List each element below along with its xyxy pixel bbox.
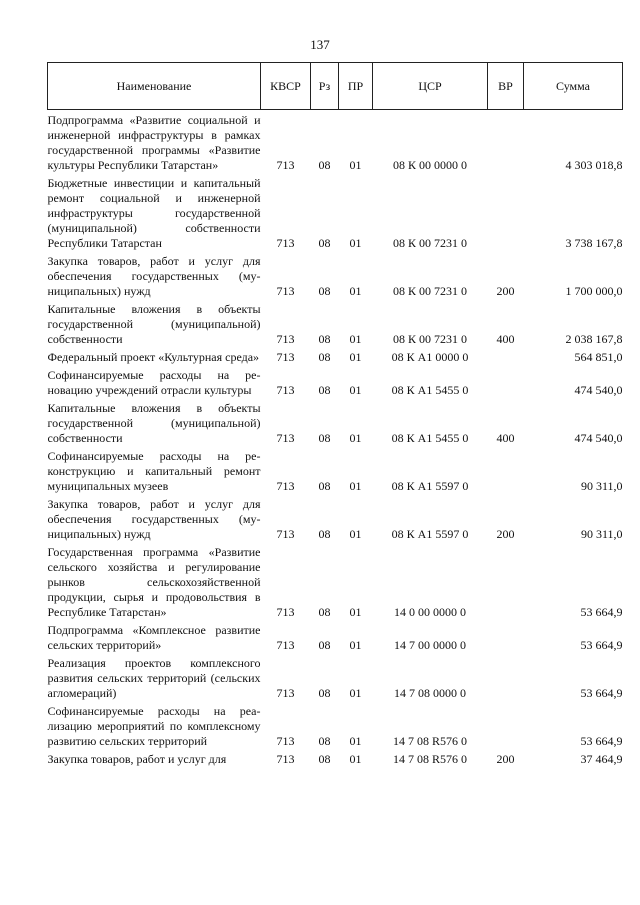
cell-vr: 200 xyxy=(496,284,515,298)
cell-sum: 53 664,9 xyxy=(580,734,623,748)
cell-pr: 01 xyxy=(349,284,362,298)
cell-vr: 400 xyxy=(496,332,515,346)
cell-sum: 53 664,9 xyxy=(580,605,623,619)
cell-rz: 08 xyxy=(318,350,331,364)
cell-pr: 01 xyxy=(349,383,362,397)
cell-csr: 14 7 00 0000 0 xyxy=(394,638,466,652)
cell-name: Бюджетные инвестиции и капитальный ремонт социальной и инженерной инфраструктуры государственной (муниципальной) собственности Республики Татарстан xyxy=(47,176,261,250)
cell-pr: 01 xyxy=(349,734,362,748)
cell-kvsr: 713 xyxy=(276,479,295,493)
cell-kvsr: 713 xyxy=(276,638,295,652)
cell-rz: 08 xyxy=(318,686,331,700)
cell-sum: 53 664,9 xyxy=(580,638,623,652)
cell-name: Закупка товаров, работ и услуг для xyxy=(47,752,227,766)
cell-name: Капитальные вложения в объекты государственной (муниципальной) собственности xyxy=(47,401,261,445)
cell-rz: 08 xyxy=(318,158,331,172)
table-row xyxy=(48,299,623,347)
table-header-row xyxy=(48,63,623,110)
cell-pr: 01 xyxy=(349,332,362,346)
cell-name: Государственная программа «Развитие сельского хозяйства и регулирование рынков сельскохозяйственной продукции, сырья и продовольствия в Республике Татарстан» xyxy=(47,545,261,619)
cell-sum: 474 540,0 xyxy=(574,383,623,397)
cell-vr xyxy=(488,446,524,494)
page-number: 137 xyxy=(310,37,330,52)
header-sum: Сумма xyxy=(524,63,623,110)
cell-kvsr: 713 xyxy=(276,431,295,445)
cell-vr: 200 xyxy=(496,752,515,766)
cell-pr: 01 xyxy=(349,752,362,766)
header-name: Наименование xyxy=(48,63,261,110)
cell-vr: 400 xyxy=(496,431,515,445)
cell-pr: 01 xyxy=(349,350,362,364)
cell-sum: 90 311,0 xyxy=(580,479,623,493)
cell-kvsr: 713 xyxy=(276,350,295,364)
cell-sum: 53 664,9 xyxy=(580,686,623,700)
table-row xyxy=(48,251,623,299)
cell-pr: 01 xyxy=(349,158,362,172)
budget-table xyxy=(47,62,623,767)
table-row xyxy=(48,749,623,767)
cell-pr: 01 xyxy=(349,431,362,445)
cell-rz: 08 xyxy=(318,236,331,250)
cell-csr: 14 0 00 0000 0 xyxy=(394,605,466,619)
table-row xyxy=(48,494,623,542)
table-row xyxy=(48,653,623,701)
header-vr: ВР xyxy=(488,63,524,110)
cell-csr: 08 К А1 5455 0 xyxy=(391,383,469,397)
cell-vr: 200 xyxy=(496,527,515,541)
cell-csr: 08 К 00 7231 0 xyxy=(392,332,467,346)
table-row xyxy=(48,347,623,365)
table-row xyxy=(48,398,623,446)
cell-csr: 08 К А1 5597 0 xyxy=(391,479,469,493)
cell-name: Реализация проектов комплексного развития сельских территорий (сельских агломераций) xyxy=(47,656,261,700)
cell-name: Софинансируемые расходы на реновацию учреждений отрасли культуры xyxy=(47,368,261,397)
cell-name: Подпрограмма «Развитие социальной и инженерной инфраструктуры в рамках государственной программы «Развитие культуры Республики Татарстан» xyxy=(47,113,261,172)
cell-csr: 08 К 00 7231 0 xyxy=(392,284,467,298)
cell-rz: 08 xyxy=(318,479,331,493)
cell-sum: 37 464,9 xyxy=(580,752,623,766)
cell-name: Закупка товаров, работ и услуг для обеспечения государственных (муниципальных) нужд xyxy=(47,497,261,541)
cell-vr xyxy=(488,620,524,653)
table-body xyxy=(48,110,623,768)
cell-vr xyxy=(488,347,524,365)
cell-vr xyxy=(488,173,524,251)
table-row xyxy=(48,620,623,653)
cell-vr xyxy=(488,365,524,398)
table-row xyxy=(48,542,623,620)
cell-name: Закупка товаров, работ и услуг для обеспечения государственных (муниципальных) нужд xyxy=(47,254,261,298)
cell-kvsr: 713 xyxy=(276,686,295,700)
table-row xyxy=(48,110,623,174)
cell-rz: 08 xyxy=(318,734,331,748)
cell-name: Федеральный проект «Культурная среда» xyxy=(47,350,260,364)
table-row xyxy=(48,701,623,749)
cell-sum: 3 738 167,8 xyxy=(565,236,623,250)
cell-pr: 01 xyxy=(349,479,362,493)
header-csr: ЦСР xyxy=(373,63,488,110)
cell-csr: 08 К 00 7231 0 xyxy=(392,236,467,250)
cell-kvsr: 713 xyxy=(276,158,295,172)
cell-kvsr: 713 xyxy=(276,734,295,748)
cell-vr xyxy=(488,110,524,174)
cell-sum: 564 851,0 xyxy=(574,350,623,364)
cell-csr: 08 К 00 0000 0 xyxy=(392,158,467,172)
cell-pr: 01 xyxy=(349,605,362,619)
header-rz: Рз xyxy=(311,63,339,110)
cell-pr: 01 xyxy=(349,686,362,700)
cell-rz: 08 xyxy=(318,605,331,619)
cell-sum: 2 038 167,8 xyxy=(565,332,623,346)
cell-vr xyxy=(488,542,524,620)
cell-rz: 08 xyxy=(318,527,331,541)
cell-rz: 08 xyxy=(318,638,331,652)
cell-csr: 14 7 08 R576 0 xyxy=(392,752,467,766)
cell-csr: 14 7 08 0000 0 xyxy=(394,686,466,700)
cell-sum: 90 311,0 xyxy=(580,527,623,541)
header-kvsr: КВСР xyxy=(261,63,311,110)
cell-rz: 08 xyxy=(318,431,331,445)
cell-rz: 08 xyxy=(318,284,331,298)
table-row xyxy=(48,365,623,398)
cell-sum: 4 303 018,8 xyxy=(565,158,623,172)
cell-rz: 08 xyxy=(318,752,331,766)
cell-name: Капитальные вложения в объекты государственной (муниципальной) собственности xyxy=(47,302,261,346)
cell-csr: 08 К А1 5455 0 xyxy=(391,431,469,445)
cell-vr xyxy=(488,653,524,701)
cell-name: Софинансируемые расходы на реконструкцию и капитальный ремонт муниципальных музеев xyxy=(47,449,261,493)
cell-kvsr: 713 xyxy=(276,236,295,250)
cell-name: Подпрограмма «Комплексное развитие сельских территорий» xyxy=(47,623,261,652)
cell-kvsr: 713 xyxy=(276,527,295,541)
cell-rz: 08 xyxy=(318,383,331,397)
header-pr: ПР xyxy=(339,63,373,110)
cell-pr: 01 xyxy=(349,638,362,652)
cell-name: Софинансируемые расходы на реализацию мероприятий по комплексному развитию сельских территорий xyxy=(47,704,261,748)
cell-sum: 474 540,0 xyxy=(574,431,623,445)
cell-rz: 08 xyxy=(318,332,331,346)
cell-pr: 01 xyxy=(349,527,362,541)
cell-pr: 01 xyxy=(349,236,362,250)
cell-kvsr: 713 xyxy=(276,383,295,397)
cell-csr: 08 К А1 5597 0 xyxy=(391,527,469,541)
table-row xyxy=(48,173,623,251)
cell-kvsr: 713 xyxy=(276,605,295,619)
cell-kvsr: 713 xyxy=(276,284,295,298)
cell-sum: 1 700 000,0 xyxy=(565,284,623,298)
cell-kvsr: 713 xyxy=(276,752,295,766)
table-row xyxy=(48,446,623,494)
cell-vr xyxy=(488,701,524,749)
cell-csr: 14 7 08 R576 0 xyxy=(392,734,467,748)
cell-csr: 08 К А1 0000 0 xyxy=(391,350,469,364)
cell-kvsr: 713 xyxy=(276,332,295,346)
